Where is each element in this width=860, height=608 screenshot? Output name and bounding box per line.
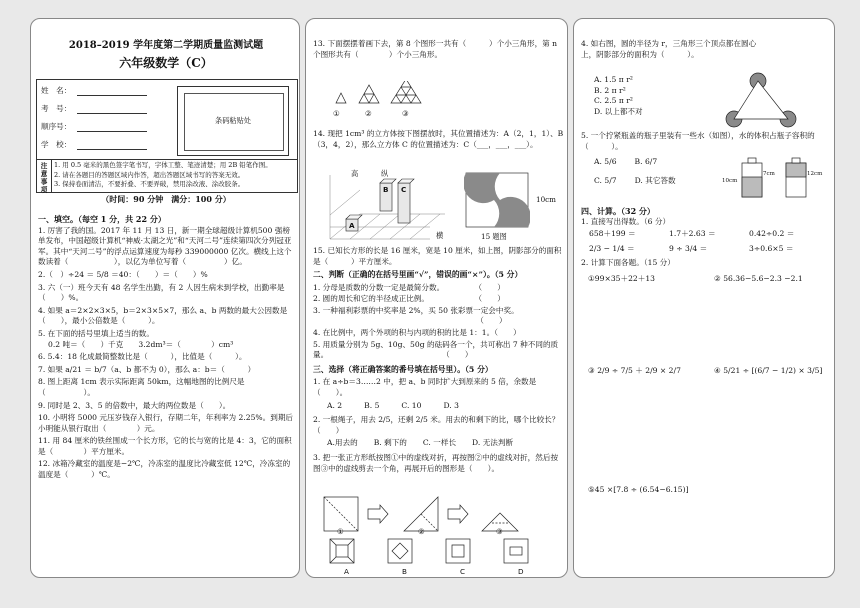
cube-label-b: B	[383, 185, 389, 194]
fill-q14: 14. 现把 1cm³ 的立方体按下图摆放时，其位置描述为：A（2，1，1）、B（3，4，2），那么立方体 C 的位置描述为：C（___，___，___）。	[313, 129, 564, 149]
unfold-options-figure	[326, 537, 556, 567]
judge-q5: 5. 用质量分别为 5g、10g、50g 的砝码各一个，共可称出 7 种不同的质量。 （ ）	[313, 339, 559, 360]
page-column-3	[573, 18, 835, 578]
section-4-title: 四、计算。（32 分）	[581, 206, 655, 216]
choice-q2-option-b: B. 剩下的	[373, 438, 407, 448]
cube-grid-figure	[320, 169, 450, 249]
cube-label-c: C	[401, 185, 407, 194]
q15-figure-caption: 15 题图	[481, 232, 507, 241]
note-3: 3. 保持卷面清洁，不要折叠、不要弄破，禁用涂改液、涂改胶条。	[54, 180, 245, 189]
wave-dimension-label: 10cm	[536, 195, 556, 204]
fill-q13: 13. 下面摆摆着画下去，第 8 个图形一共有（ ）个小三角形，第 n 个图形共有（ ）个小三角形。	[313, 39, 558, 59]
choice-q5-option-b: B. 6/7	[634, 157, 658, 166]
fold-step-3-label: ③	[496, 527, 503, 536]
expr-2: ② 56.36−5.6−2.3 −2.1	[714, 274, 803, 283]
direct-calc-2: 1.7＋2.63 ＝	[669, 229, 716, 239]
barcode-area	[177, 86, 289, 156]
choice-q1-option-d: D. 3	[443, 400, 459, 410]
option-d-label: D	[518, 567, 524, 576]
choice-q5: 5. 一个拧紧瓶盖的瓶子里装有一些水（如图），水的体积占瓶子容积的（ ）。	[581, 131, 815, 151]
name-label: 姓 名：	[41, 86, 72, 95]
fill-q6: 6. 5.4：18 化成最简整数比是（ ），比值是（ ）。	[38, 352, 247, 362]
choice-q1-option-a: A. 2	[327, 400, 343, 410]
fill-q3: 3. 六（一）班今天有 48 名学生出勤，有 2 人因生病未到学校，出勤率是（ ）%。	[38, 282, 285, 303]
calc-part-1: 1. 直接写出得数。（6 分）	[581, 216, 671, 226]
exam-no-label: 考 号：	[41, 104, 72, 113]
name-field[interactable]	[77, 95, 147, 96]
direct-calc-1: 658＋199 ＝	[589, 229, 636, 239]
bottle-dim-water: 10cm	[722, 178, 738, 184]
fill-q15: 15. 已知长方形的长是 16 厘米，宽是 10 厘米，如上图，阴影部分的面积是（ ）平方厘米。	[313, 246, 562, 266]
axis-label-depth: 纵	[381, 169, 389, 178]
fill-q5-blanks: 0.2 吨＝（ ）千克 3.2dm³＝（ ）cm³	[48, 339, 234, 349]
choice-q2-option-a: A.用去的	[327, 438, 358, 448]
fill-q10: 10. 小明将 5000 元压岁钱存入银行，存期二年，年利率为 2.25%。到期后小明能从银行取出（ ）元。	[38, 413, 294, 433]
choice-q4-option-a: A. 1.5 π r²	[594, 75, 633, 84]
bottle-dim-total: 7cm	[763, 171, 775, 177]
choice-q4-option-b: B. 2 π r²	[594, 85, 626, 95]
note-1: 1. 用 0.5 毫米的黑色签字笔书写，字体工整、笔迹清楚；用 2B 铅笔作图。	[54, 161, 272, 169]
fill-q2: 2.（ ）÷24 ＝ 5/8 ＝40：（ ）＝（ ）%	[38, 269, 208, 279]
page-column-1	[30, 18, 300, 578]
order-no-label: 顺序号：	[41, 122, 72, 131]
fill-q4: 4. 如果 a＝2×2×3×5，b＝2×3×5×7，那么 a、b 两数的最大公因数是（ ），最小公倍数是（ ）。	[38, 305, 288, 326]
choice-q2-option-c: C. 一样长	[422, 438, 457, 448]
fill-q11: 11. 用 84 厘米的铁丝围成一个长方形，它的长与宽的比是 4：3，它的面积是（ ）平方厘米。	[38, 436, 292, 456]
notes-label: 注 意 事 项	[40, 162, 48, 194]
choice-q1-option-b: B. 5	[364, 400, 380, 410]
judge-q3-bracket: （ ）	[313, 316, 507, 326]
shaded-wave-figure	[464, 169, 530, 229]
section-2-title: 二、判断（正确的在括号里画“√”，错误的画“×”）。（5 分）	[313, 270, 523, 279]
choice-q1-option-c: C. 10	[401, 400, 422, 410]
judge-q4: 4. 在比例中，两个外项的积与内项的积的比是 1：1。（ ）	[313, 327, 521, 337]
triangle-pattern-figure	[331, 81, 441, 123]
choice-q5-option-c: C. 5/7	[594, 175, 617, 185]
choice-q5-option-a: A. 5/6	[594, 157, 617, 166]
choice-q2: 2. 一根绳子，用去 2/5，还剩 2/5 米。用去的和剩下的比，哪个比较长？（ ）	[313, 415, 560, 435]
fill-q9: 9. 同时是 2、3、5 的倍数中，最大的两位数是（ ）。	[38, 400, 231, 410]
choice-q5-option-d: D. 其它答数	[634, 175, 676, 185]
triangle-circles-figure	[724, 71, 804, 133]
expr-1: ①99×35＋22＋13	[588, 274, 656, 283]
page-column-2	[305, 18, 568, 578]
bottle-figure	[732, 155, 823, 201]
judge-q3: 3. 一种福利彩票的中奖率是 2%，买 50 张彩票一定会中奖。	[313, 305, 519, 315]
expr-3: ③ 2/9 ÷ 7/5 ＋ 2/9 × 2/7	[588, 366, 681, 375]
exam-title: 2018–2019 学年度第二学期质量监测试题	[68, 40, 264, 51]
exam-no-field[interactable]	[77, 113, 147, 114]
fill-q8: 8. 图上距离 1cm 表示实际距离 50km，这幅地图的比例尺是（ ）。	[38, 377, 245, 397]
school-label: 学 校：	[41, 140, 72, 149]
section-1-title: 一、填空。（每空 1 分，共 22 分）	[38, 214, 166, 224]
bottle-dim-air: 12cm	[807, 171, 823, 177]
direct-calc-3: 0.42÷0.2 ＝	[749, 229, 795, 239]
pattern-label-1: ①	[333, 109, 340, 118]
cube-label-a: A	[349, 221, 355, 230]
axis-label-height: 高	[351, 169, 359, 178]
choice-q3: 3. 把一张正方形纸按图①中的虚线对折，再按图②中的虚线对折，然后按图③中的虚线剪去一个角，再展开后的图形是（ ）。	[313, 452, 559, 473]
order-no-field[interactable]	[77, 131, 147, 132]
choice-q4-option-c: C. 2.5 π r²	[594, 96, 633, 106]
direct-calc-5: 9 ÷ 3/4 ＝	[669, 243, 708, 253]
expr-5: ⑤45 ×[7.8 ÷ (6.54−6.15)]	[588, 485, 689, 494]
option-c-label: C	[460, 567, 466, 576]
section-3-title: 三、选择（将正确答案的番号填在括号里）。（5 分）	[313, 364, 493, 374]
direct-calc-6: 3÷0.6×5 ＝	[749, 243, 794, 253]
choice-q4: 4. 如右图，圆的半径为 r，三角形三个顶点都在圆心上，阴影部分的面积为（ ）。	[581, 39, 757, 59]
choice-q4-option-d: D. 以上都不对	[594, 106, 643, 116]
note-2: 2. 请在各题目的答题区域内作答，超出答题区域书写的答案无效。	[54, 170, 245, 179]
fill-q7: 7. 如果 a/21 ＝ b/7（a、b 都不为 0），那么 a：b＝（ ）	[38, 364, 256, 374]
fold-step-1-label: ①	[337, 527, 344, 536]
fill-q12: 12. 冰箱冷藏室的温度是−2℃，冷冻室的温度比冷藏室低 12℃，冷冻室的温度是（ ）℃。	[38, 459, 291, 480]
choice-q1: 1. 在 a÷b＝3……2 中，把 a、b 同时扩大到原来的 5 倍，余数是（ ）。	[313, 377, 537, 397]
fill-q1: 1. 厉害了我的国。2017 年 11 月 13 日，新一期全球超级计算机500 强榜单发布，中国超级计算机“神威·太湖之光”和“天河二号”连续第四次分列冠亚军。其中“天河二号”的浮点运算速度为每秒 339000000 亿次。横线上这个数读着（ ），以亿为单位写着（ ）亿。	[38, 225, 292, 267]
choice-q2-option-d: D. 无法判断	[472, 438, 514, 448]
pattern-label-3: ③	[402, 109, 409, 118]
info-box	[36, 79, 298, 193]
exam-subtitle: 六年级数学（C）	[119, 56, 213, 70]
school-field[interactable]	[77, 149, 147, 150]
paper-folding-steps-figure	[320, 495, 560, 539]
judge-q2: 2. 圆的周长和它的半径成正比例。 （ ）	[313, 294, 505, 304]
axis-label-width: 横	[436, 231, 444, 240]
option-a-label: A	[344, 567, 349, 576]
fill-q5: 5. 在下面的括号里填上适当的数。	[38, 328, 154, 338]
calc-part-2: 2. 计算下面各题。（15 分）	[581, 258, 675, 268]
pattern-label-2: ②	[365, 109, 372, 118]
direct-calc-4: 2/3 − 1/4 ＝	[589, 243, 635, 253]
judge-q1: 1. 分母是质数的分数一定是最简分数。 （ ）	[313, 282, 505, 292]
barcode-label: 条码粘贴处	[215, 116, 251, 125]
expr-4: ④ 5/21 ÷ [(6/7 − 1/2) × 3/5]	[714, 366, 823, 375]
fold-step-2-label: ②	[418, 527, 425, 536]
time-score: （时间：90 分钟 满分：100 分）	[101, 194, 231, 204]
option-b-label: B	[402, 567, 407, 576]
